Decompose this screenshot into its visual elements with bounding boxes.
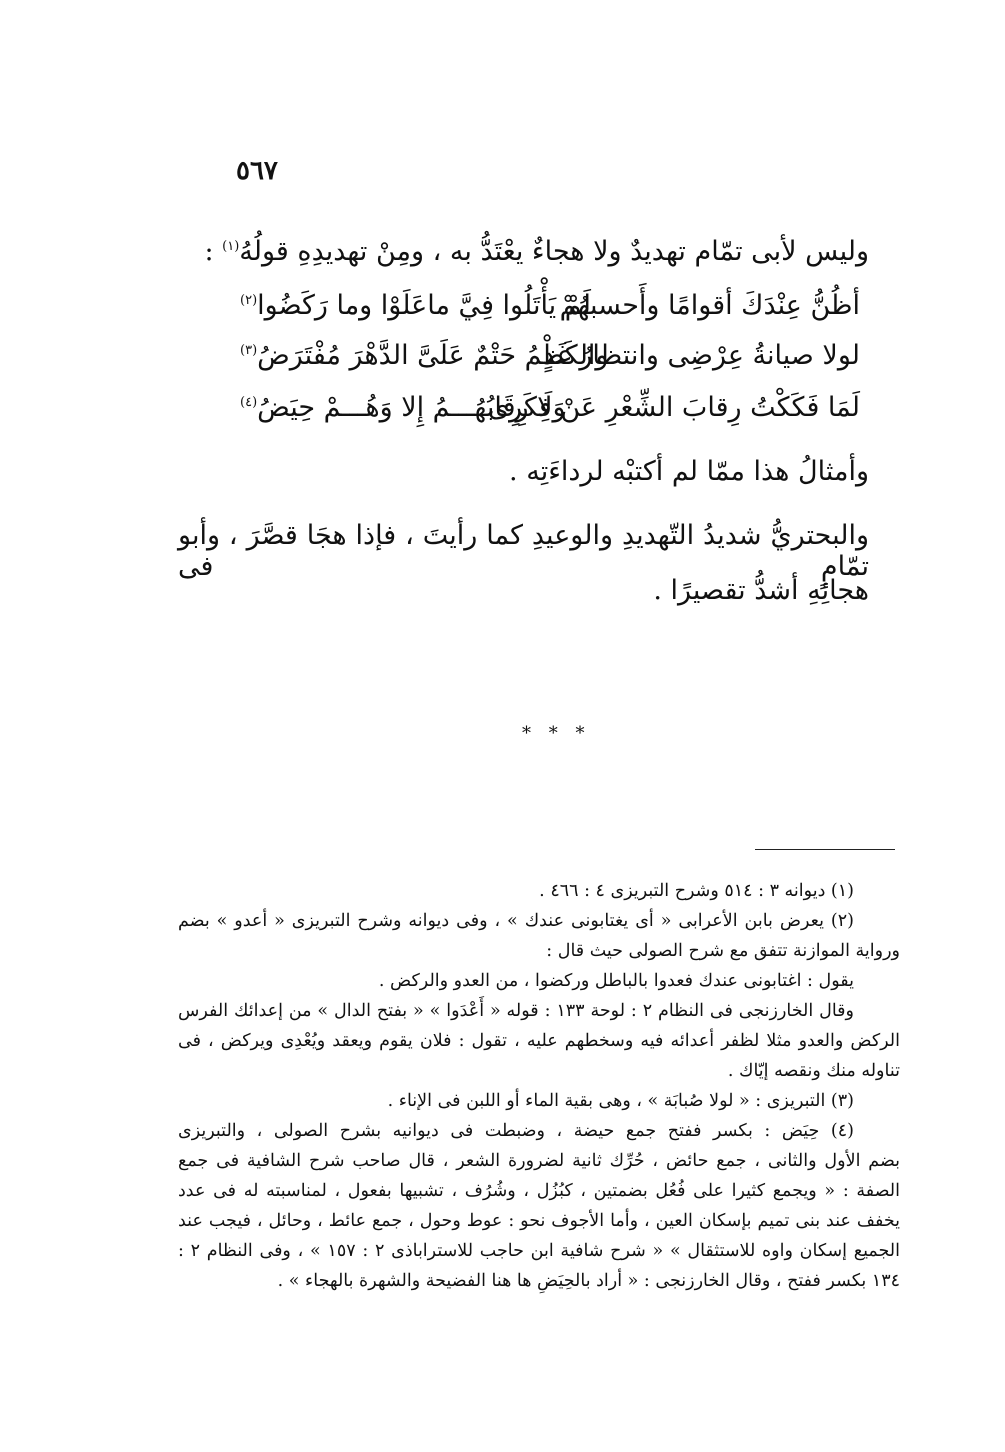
footnote-line: الركض والعدو مثلا لظفر أعدائه فيه وسخطهم عليه ، تقول : فلان يقوم ويعقد ويُعْدِى ويركض ، فى <box>178 1031 900 1051</box>
footnote-line: تناوله منك ونقصه إيّاك . <box>727 1061 900 1081</box>
after-verses-line: وأمثالُ هذا ممّا لم أكتبْه لرداءَتِه . <box>509 456 869 487</box>
verse-1 <box>240 290 860 334</box>
footnote-line: يخفف عند بنى تميم بإسكان العين ، وأما الأجوف نحو : عوط وحول ، جمع عائط ، وحائل ، فيجب عند <box>178 1211 900 1231</box>
footnote-line: (٢) يعرض بابن الأعرابى « أى يغتابونى عندك » ، وفى ديوانه وشرح التبريزى « أعدو » بضم <box>178 911 854 931</box>
verse-1-second-text: لَمْ يَأْتَلُوا فِيَّ ماعَلَوْا وما رَكَضُوا <box>257 290 591 321</box>
verse-1-first-hemistich: أظُنُّ عِنْدَكَ أقوامًا وأَحسبهُمْ <box>559 290 860 321</box>
verse-3-second-text: وَلَا رِقَابُهُـــمُ إِلا وَهُـــمْ حِيَضُ <box>257 392 566 423</box>
verse-2-second-hemistich <box>240 340 608 371</box>
verse-2-second-text: والكَظْمُ حَتْمٌ عَلَىَّ الدَّهْرَ مُفْتَرَضُ <box>257 340 609 371</box>
verse-1-second-hemistich <box>240 290 591 321</box>
verse-3 <box>240 392 860 436</box>
footnote-line: ١٣٤ بكسر ففتح ، وقال الخارزنجى : « أراد بالحِيَضِ ها هنا الفضيحة والشهرة بالهجاء » . <box>277 1271 900 1291</box>
paragraph-line-1: والبحتريُّ شديدُ التّهديدِ والوعيدِ كما رأيتَ ، فإذا هجَا قصَّرَ ، وأبو تمّامٍ فى <box>178 520 869 582</box>
verse-3-first-hemistich: لَمَا فَكَكْتُ رِقابَ الشِّعْرِ عَنْ فِكَرِى <box>487 392 860 423</box>
intro-text: وليس لأبى تمّام تهديدٌ ولا هجاءٌ يعْتَدُّ به ، ومِنْ تهديدِهِ قولُهُ <box>239 236 869 267</box>
page-number: ٥٦٧ <box>236 156 278 186</box>
footnote-line: يقول : اغتابونى عندك فعدوا بالباطل وركضوا ، من العدو والركض . <box>378 971 854 991</box>
footnote-line: الجميع إسكان واوه للاستثقال » « شرح شافية ابن حاجب للاستراباذى ٢ : ١٥٧ » ، وفى النظام ٢ : <box>178 1241 900 1261</box>
intro-colon: : <box>204 236 223 267</box>
footnote-ref-2: (٢) <box>240 293 258 308</box>
footnote-line: ورواية الموازنة تتفق مع شرح الصولى حيث قال : <box>546 941 900 961</box>
section-separator: * * * <box>522 723 591 744</box>
verse-2 <box>240 340 860 384</box>
footnote-ref-1: (١) <box>222 239 240 254</box>
footnote-line: (٤) حِيَض : بكسر ففتح جمع حيضة ، وضبطت فى ديوانيه بشرح الصولى ، والتبريزى <box>178 1121 854 1141</box>
footnote-line: (٣) التبريزى : « لولا صُبابَة » ، وهى بقية الماء أو اللبن فى الإناء . <box>387 1091 854 1111</box>
footnote-line: بضم الأول والثانى ، جمع حائض ، حُرِّك ثانية لضرورة الشعر ، قال صاحب شرح الشافية فى جمع <box>178 1151 900 1171</box>
footnotes <box>178 876 900 1296</box>
paragraph-line-2: هجائِهِ أشدُّ تقصيرًا . <box>653 575 869 606</box>
footnote-ref-4: (٤) <box>240 395 258 410</box>
verse-2-first-hemistich: لولا صيانةُ عِرْضِى وانتظارُ غَدٍ <box>542 340 860 371</box>
verse-3-second-hemistich <box>240 392 566 423</box>
footnote-line: (١) ديوانه ٣ : ٥١٤ وشرح التبريزى ٤ : ٤٦٦ . <box>539 881 854 901</box>
footnote-line: الصفة : « ويجمع كثيرا على فُعُل بضمتين ، كبُزُل ، وشُرُف ، تشبيها بفعول ، لمناسبته له فى عدد <box>178 1181 900 1201</box>
footnote-line: وقال الخارزنجى فى النظام ٢ : لوحة ١٣٣ : قوله « أَعْدَوا » « بفتح الدال » من إعدائك الفرس <box>178 1001 854 1021</box>
footnote-rule <box>755 849 895 850</box>
footnote-ref-3: (٣) <box>240 343 258 358</box>
intro-line <box>204 236 869 267</box>
